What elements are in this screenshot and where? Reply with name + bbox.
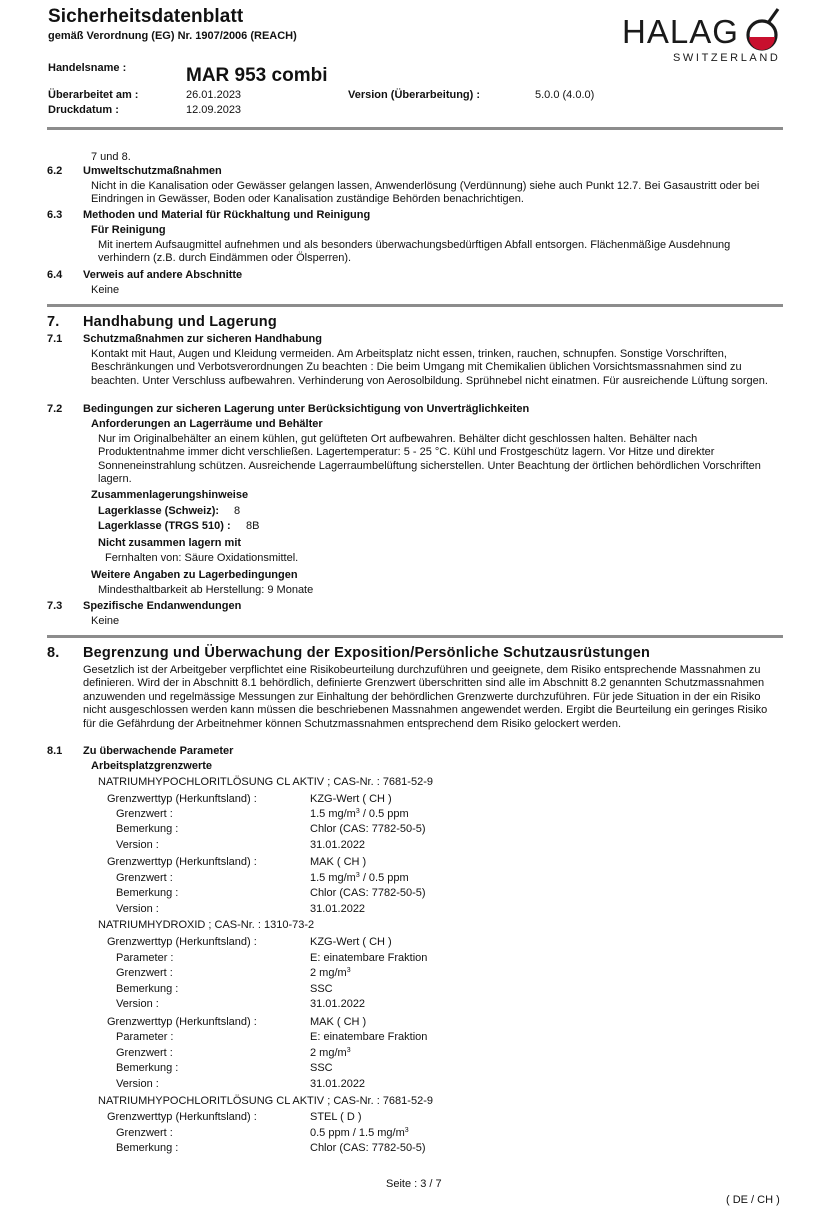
trade-name-label: Handelsname :	[48, 62, 127, 74]
limit-type-value: MAK ( CH )	[310, 856, 367, 868]
remark-value: SSC	[310, 983, 333, 995]
remark-label: Bemerkung :	[116, 1142, 179, 1154]
section-8-intro: Gesetzlich ist der Arbeitgeber verpflichtet eine Risikobeurteilung durchzuführen und geeignete, dem Risiko entsprechende Massnahmen zu definieren. Wird der in Abschnitt 8.1 behördlich, definierte Grenzwert überschritten sind alle im Abschnitt 8.2 genannten Schutzmassnahmen anzuwenden und regelmässige Messungen zur Einhaltung der behördlichen Grenzwerte durchzuführen. Für jede Situation in der ein Risiko nicht ausgeschlossen werden kann müssen die beschriebenen Massnahmen angewendet werden. Ergibt die Beurteilung ein geringes Risiko für die Gefährdung der Arbeitnehmer können Schutzmassnahmen entsprechend dem Risiko gelockert werden.	[83, 664, 768, 730]
section-6-3-number: 6.3	[47, 209, 63, 221]
version-value-row: 31.01.2022	[310, 998, 366, 1010]
print-date-label: Druckdatum :	[48, 104, 119, 116]
version-label-row: Version :	[116, 903, 159, 915]
parameter-value: E: einatembare Fraktion	[310, 952, 428, 964]
continued-text: 7 und 8.	[91, 151, 131, 163]
section-8-number: 8.	[47, 645, 60, 661]
section-7-2-number: 7.2	[47, 403, 63, 415]
section-8-1-title: Zu überwachende Parameter	[83, 745, 234, 757]
section-6-4-number: 6.4	[47, 269, 63, 281]
section-7-2-storage-text: Nur im Originalbehälter an einem kühlen, gut gelüfteten Ort aufbewahren. Behälter dicht geschlossen halten. Behälter nach Produktentnahme immer dicht verschließen. Lagertemperatur: 5 - 25 °C. Kühl und Frostgeschütz lagern. Vor Hitze und direkter Sonneneinstrahlung schützen. Ausreichende Lagerraumbelüftung sicherstellen. Unter Beachtung der örtlichen behördlichen Vorschriften lagern.	[98, 433, 761, 486]
limit-type-value: KZG-Wert ( CH )	[310, 936, 392, 948]
limit-value: 2 $mg/m^3$	[310, 1047, 351, 1059]
document-title: Sicherheitsdatenblatt	[48, 6, 244, 27]
version-label-row: Version :	[116, 998, 159, 1010]
remark-label: Bemerkung :	[116, 887, 179, 899]
version-label-row: Version :	[116, 1078, 159, 1090]
limit-value: 0.5 ppm / 1.5 $mg/m^3$	[310, 1127, 409, 1139]
section-7-1-title: Schutzmaßnahmen zur sicheren Handhabung	[83, 333, 322, 345]
section-6-4-title: Verweis auf andere Abschnitte	[83, 269, 243, 281]
section-7-2-subtitle-storage: Anforderungen an Lagerräume und Behälter	[91, 418, 323, 430]
section-6-2-number: 6.2	[47, 165, 63, 177]
version-value-row: 31.01.2022	[310, 839, 366, 851]
trade-name-value: MAR 953 combi	[186, 65, 328, 86]
version-value-row: 31.01.2022	[310, 903, 366, 915]
section-divider	[47, 635, 783, 638]
revised-date: 26.01.2023	[186, 89, 242, 101]
storage-class-ch-label: Lagerklasse (Schweiz):	[98, 505, 220, 517]
version-label: Version (Überarbeitung) :	[348, 89, 481, 101]
remark-value: Chlor (CAS: 7782-50-5)	[310, 823, 426, 835]
section-6-2-title: Umweltschutzmaßnahmen	[83, 165, 222, 177]
limit-value: 1.5 $mg/m^3 / 0.5$ ppm	[310, 808, 409, 820]
limit-type-label: Grenzwerttyp (Herkunftsland) :	[107, 1111, 257, 1123]
section-6-4-text: Keine	[91, 284, 120, 296]
language-code: ( DE / CH )	[726, 1194, 780, 1206]
remark-label: Bemerkung :	[116, 983, 179, 995]
section-7-3-title: Spezifische Endanwendungen	[83, 600, 242, 612]
storage-class-trgs-value: 8B	[246, 520, 260, 532]
parameter-label: Parameter :	[116, 1031, 174, 1043]
section-6-2-text: Nicht in die Kanalisation oder Gewässer gelangen lassen, Anwenderlösung (Verdünnung) siehe auch Punkt 12.7. Bei Gasaustritt oder bei Eindringen in Gewässer, Boden oder Kanalisation zuständige Behörden benachrichtigen.	[91, 180, 760, 206]
limit-label: Grenzwert :	[116, 967, 173, 979]
section-7-title: Handhabung und Lagerung	[83, 314, 277, 330]
limit-type-label: Grenzwerttyp (Herkunftsland) :	[107, 856, 257, 868]
limit-value: 2 $mg/m^3$	[310, 967, 351, 979]
section-7-2-subtitle-colocation: Zusammenlagerungshinweise	[91, 489, 249, 501]
remark-value: SSC	[310, 1062, 333, 1074]
limit-label: Grenzwert :	[116, 1047, 173, 1059]
section-8-title: Begrenzung und Überwachung der Exposition/Persönliche Schutzausrüstungen	[83, 645, 651, 661]
limit-label: Grenzwert :	[116, 808, 173, 820]
remark-value: Chlor (CAS: 7782-50-5)	[310, 1142, 426, 1154]
section-7-3-text: Keine	[91, 615, 120, 627]
logo-wordmark: HALAG	[622, 13, 739, 50]
section-8-1-number: 8.1	[47, 745, 63, 757]
section-8-1-subtitle: Arbeitsplatzgrenzwerte	[91, 760, 213, 772]
section-7-2-subtitle-further: Weitere Angaben zu Lagerbedingungen	[91, 569, 298, 581]
substance-name: NATRIUMHYPOCHLORITLÖSUNG CL AKTIV ; CAS-Nr. : 7681-52-9	[98, 776, 433, 788]
limit-label: Grenzwert :	[116, 1127, 173, 1139]
document-subtitle: gemäß Verordnung (EG) Nr. 1907/2006 (REACH)	[48, 30, 297, 42]
parameter-value: E: einatembare Fraktion	[310, 1031, 428, 1043]
limit-type-value: MAK ( CH )	[310, 1016, 367, 1028]
incompatible-title: Nicht zusammen lagern mit	[98, 537, 242, 549]
limit-type-value: KZG-Wert ( CH )	[310, 793, 392, 805]
section-7-1-text: Kontakt mit Haut, Augen und Kleidung vermeiden. Am Arbeitsplatz nicht essen, trinken, rauchen, schnupfen. Sonstige Vorschriften, Beschränkungen und Verbotsverordnungen Zu beachten : Die beim Umgang mit Chemikalien üblichen Vorsichtsmassnahmen sind zu beachten. Unter Verschluss aufbewahren. Verhinderung von Aerosolbildung. Sprühnebel nicht einatmen. Für ausreichende Lüftung sorgen.	[91, 348, 768, 387]
halag-logo	[618, 6, 783, 70]
section-7-2-title: Bedingungen zur sicheren Lagerung unter Berücksichtigung von Unverträglichkeiten	[83, 403, 530, 415]
page-number: Seite : 3 / 7	[386, 1178, 442, 1190]
limit-type-label: Grenzwerttyp (Herkunftsland) :	[107, 1016, 257, 1028]
version-value: 5.0.0 (4.0.0)	[535, 89, 595, 101]
substance-name: NATRIUMHYPOCHLORITLÖSUNG CL AKTIV ; CAS-Nr. : 7681-52-9	[98, 1095, 433, 1107]
revised-label: Überarbeitet am :	[48, 89, 139, 101]
parameter-label: Parameter :	[116, 952, 174, 964]
limit-type-label: Grenzwerttyp (Herkunftsland) :	[107, 936, 257, 948]
section-6-3-subtitle: Für Reinigung	[91, 224, 166, 236]
storage-class-ch-value: 8	[234, 505, 241, 517]
storage-class-trgs-label: Lagerklasse (TRGS 510) :	[98, 520, 231, 532]
section-6-3-text: Mit inertem Aufsaugmittel aufnehmen und als besonders überwachungsbedürftigen Abfall entsorgen. Flächenmäßige Ausdehnung verhindern (z.B. durch Eindämmen oder Ölsperren).	[98, 239, 731, 265]
incompatible-text: Fernhalten von: Säure Oxidationsmittel.	[105, 552, 299, 564]
limit-label: Grenzwert :	[116, 872, 173, 884]
section-7-3-number: 7.3	[47, 600, 63, 612]
limit-type-label: Grenzwerttyp (Herkunftsland) :	[107, 793, 257, 805]
section-divider	[47, 304, 783, 307]
remark-label: Bemerkung :	[116, 1062, 179, 1074]
remark-value: Chlor (CAS: 7782-50-5)	[310, 887, 426, 899]
logo-subtext: SWITZERLAND	[673, 52, 781, 64]
remark-label: Bemerkung :	[116, 823, 179, 835]
print-date: 12.09.2023	[186, 104, 242, 116]
substance-name: NATRIUMHYDROXID ; CAS-Nr. : 1310-73-2	[98, 919, 315, 931]
limit-value: 1.5 $mg/m^3 / 0.5$ ppm	[310, 872, 409, 884]
section-7-1-number: 7.1	[47, 333, 63, 345]
shelf-life-text: Mindesthaltbarkeit ab Herstellung: 9 Monate	[98, 584, 314, 596]
version-label-row: Version :	[116, 839, 159, 851]
header-divider	[47, 127, 783, 130]
section-6-3-title: Methoden und Material für Rückhaltung und Reinigung	[83, 209, 371, 221]
version-value-row: 31.01.2022	[310, 1078, 366, 1090]
limit-type-value: STEL ( D )	[310, 1111, 362, 1123]
section-7-number: 7.	[47, 314, 60, 330]
